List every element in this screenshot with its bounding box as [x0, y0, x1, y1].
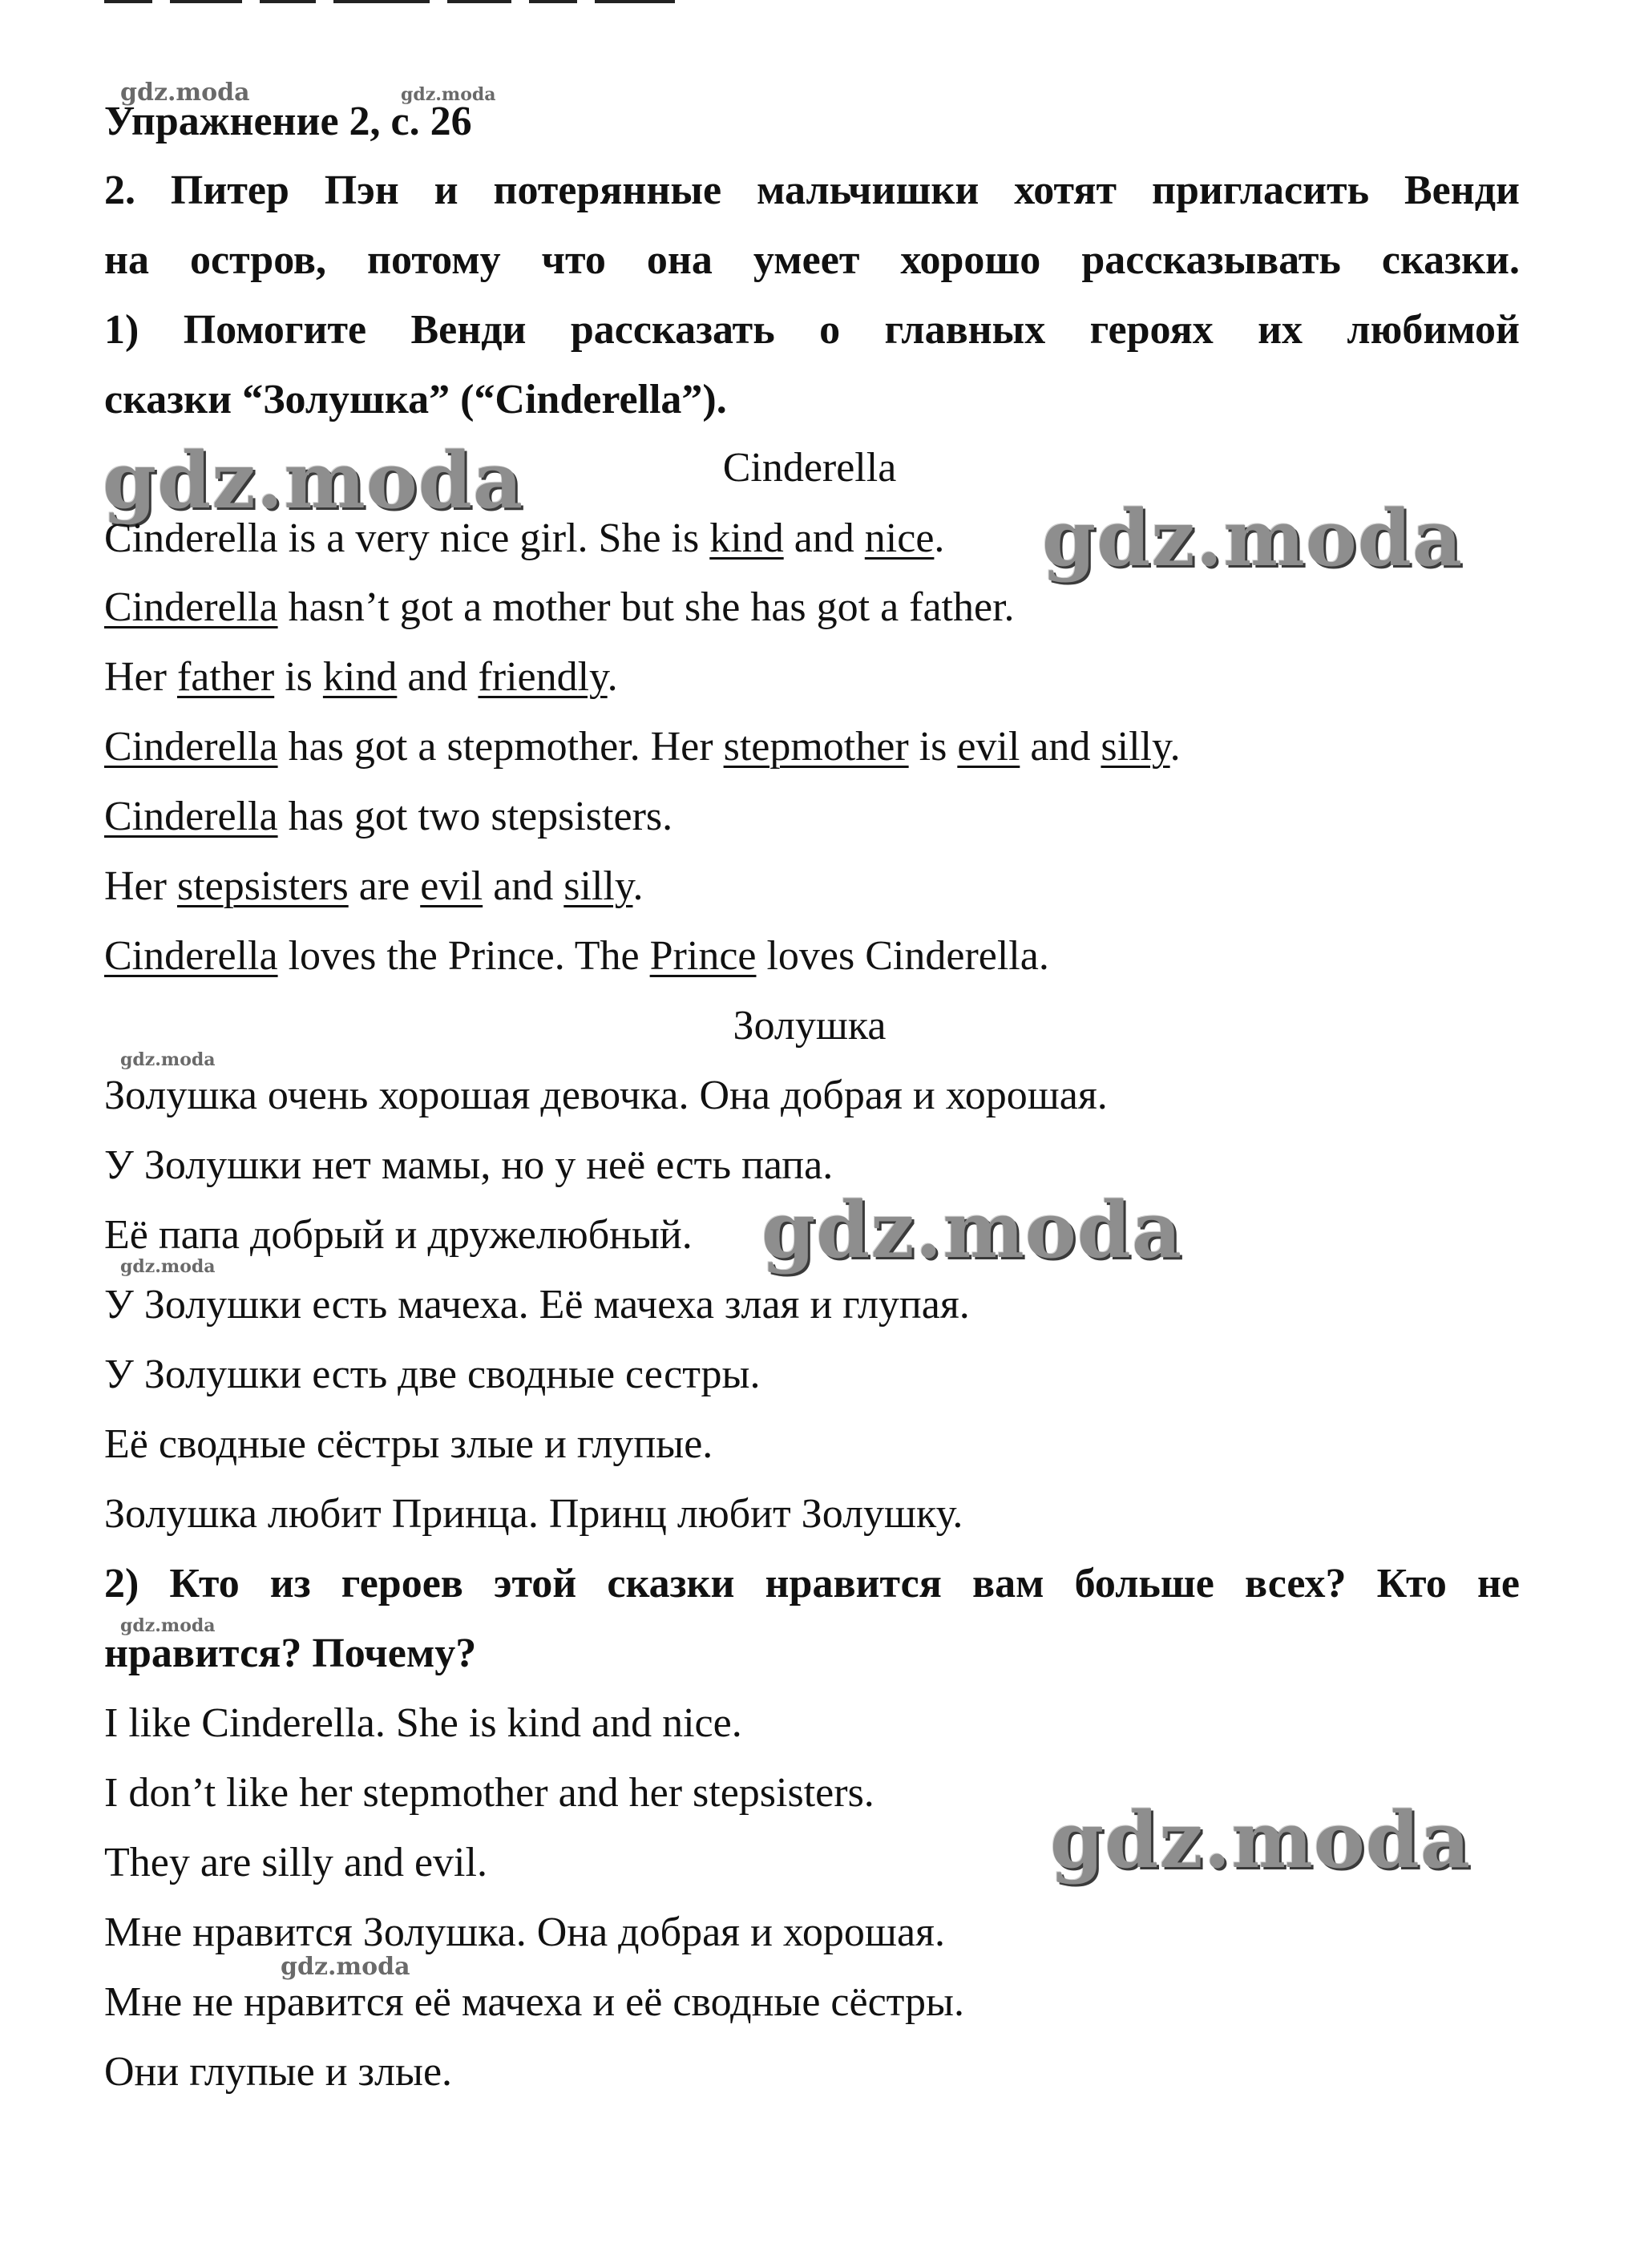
exercise-heading: Упражнение 2, с. 26: [104, 99, 472, 144]
story-line: Cinderella has got a stepmother. Her stepmother is evil and silly.: [104, 724, 1181, 770]
story-line: Золушка любит Принца. Принц любит Золушку.: [104, 1491, 963, 1537]
story-line: Cinderella hasn’t got a mother but she has got a father.: [104, 584, 1015, 630]
watermark-large: gdz.moda: [1042, 493, 1464, 584]
task-intro-line: на остров, потому что она умеет хорошо рассказывать сказки.: [104, 237, 1520, 283]
answer-line: They are silly and evil.: [104, 1840, 487, 1885]
watermark-small: gdz.moda: [401, 84, 496, 105]
story-line: Cinderella loves the Prince. The Prince loves Cinderella.: [104, 933, 1049, 979]
watermark-small: gdz.moda: [281, 1953, 410, 1981]
story-line: Her stepsisters are evil and silly.: [104, 863, 644, 909]
story-line: Cinderella is a very nice girl. She is kind and nice.: [104, 515, 945, 561]
story-line: Её папа добрый и дружелюбный.: [104, 1212, 693, 1258]
story-line: У Золушки есть мачеха. Её мачеха злая и глупая.: [104, 1282, 970, 1328]
task-intro-line: сказки “Золушка” (“Cinderella”).: [104, 377, 727, 422]
task-intro-line: 2. Питер Пэн и потерянные мальчишки хотят пригласить Венди: [104, 168, 1520, 213]
cropped-previous-line: [104, 0, 729, 5]
answer-line: Мне нравится Золушка. Она добрая и хорошая.: [104, 1910, 945, 1955]
story-line: Her father is kind and friendly.: [104, 654, 618, 700]
story-line: Её сводные сёстры злые и глупые.: [104, 1421, 713, 1467]
story-line: Cinderella has got two stepsisters.: [104, 794, 673, 839]
watermark-small: gdz.moda: [120, 79, 250, 107]
watermark-small: gdz.moda: [120, 1256, 216, 1277]
answer-line: I like Cinderella. She is kind and nice.: [104, 1700, 742, 1746]
story-line: У Золушки нет мамы, но у неё есть папа.: [104, 1142, 834, 1188]
watermark-small: gdz.moda: [120, 1049, 216, 1070]
task2-line: нравится? Почему?: [104, 1631, 477, 1676]
answer-line: I don’t like her stepmother and her stepsisters.: [104, 1770, 874, 1816]
english-story-title: Cinderella: [722, 445, 897, 491]
task-intro-line: 1) Помогите Венди рассказать о главных героях их любимой: [104, 307, 1520, 353]
watermark-large: gdz.moda: [761, 1185, 1183, 1275]
story-line: Золушка очень хорошая девочка. Она добрая и хорошая.: [104, 1073, 1108, 1118]
watermark-small: gdz.moda: [120, 1615, 216, 1636]
watermark-large: gdz.moda: [103, 435, 524, 526]
story-line: У Золушки есть две сводные сестры.: [104, 1352, 761, 1397]
task2-line: 2) Кто из героев этой сказки нравится вам больше всех? Кто не: [104, 1561, 1520, 1606]
answer-line: Мне не нравится её мачеха и её сводные сёстры.: [104, 1979, 964, 2025]
answer-line: Они глупые и злые.: [104, 2049, 453, 2095]
russian-story-title: Золушка: [733, 1003, 887, 1049]
watermark-large: gdz.moda: [1050, 1795, 1472, 1885]
